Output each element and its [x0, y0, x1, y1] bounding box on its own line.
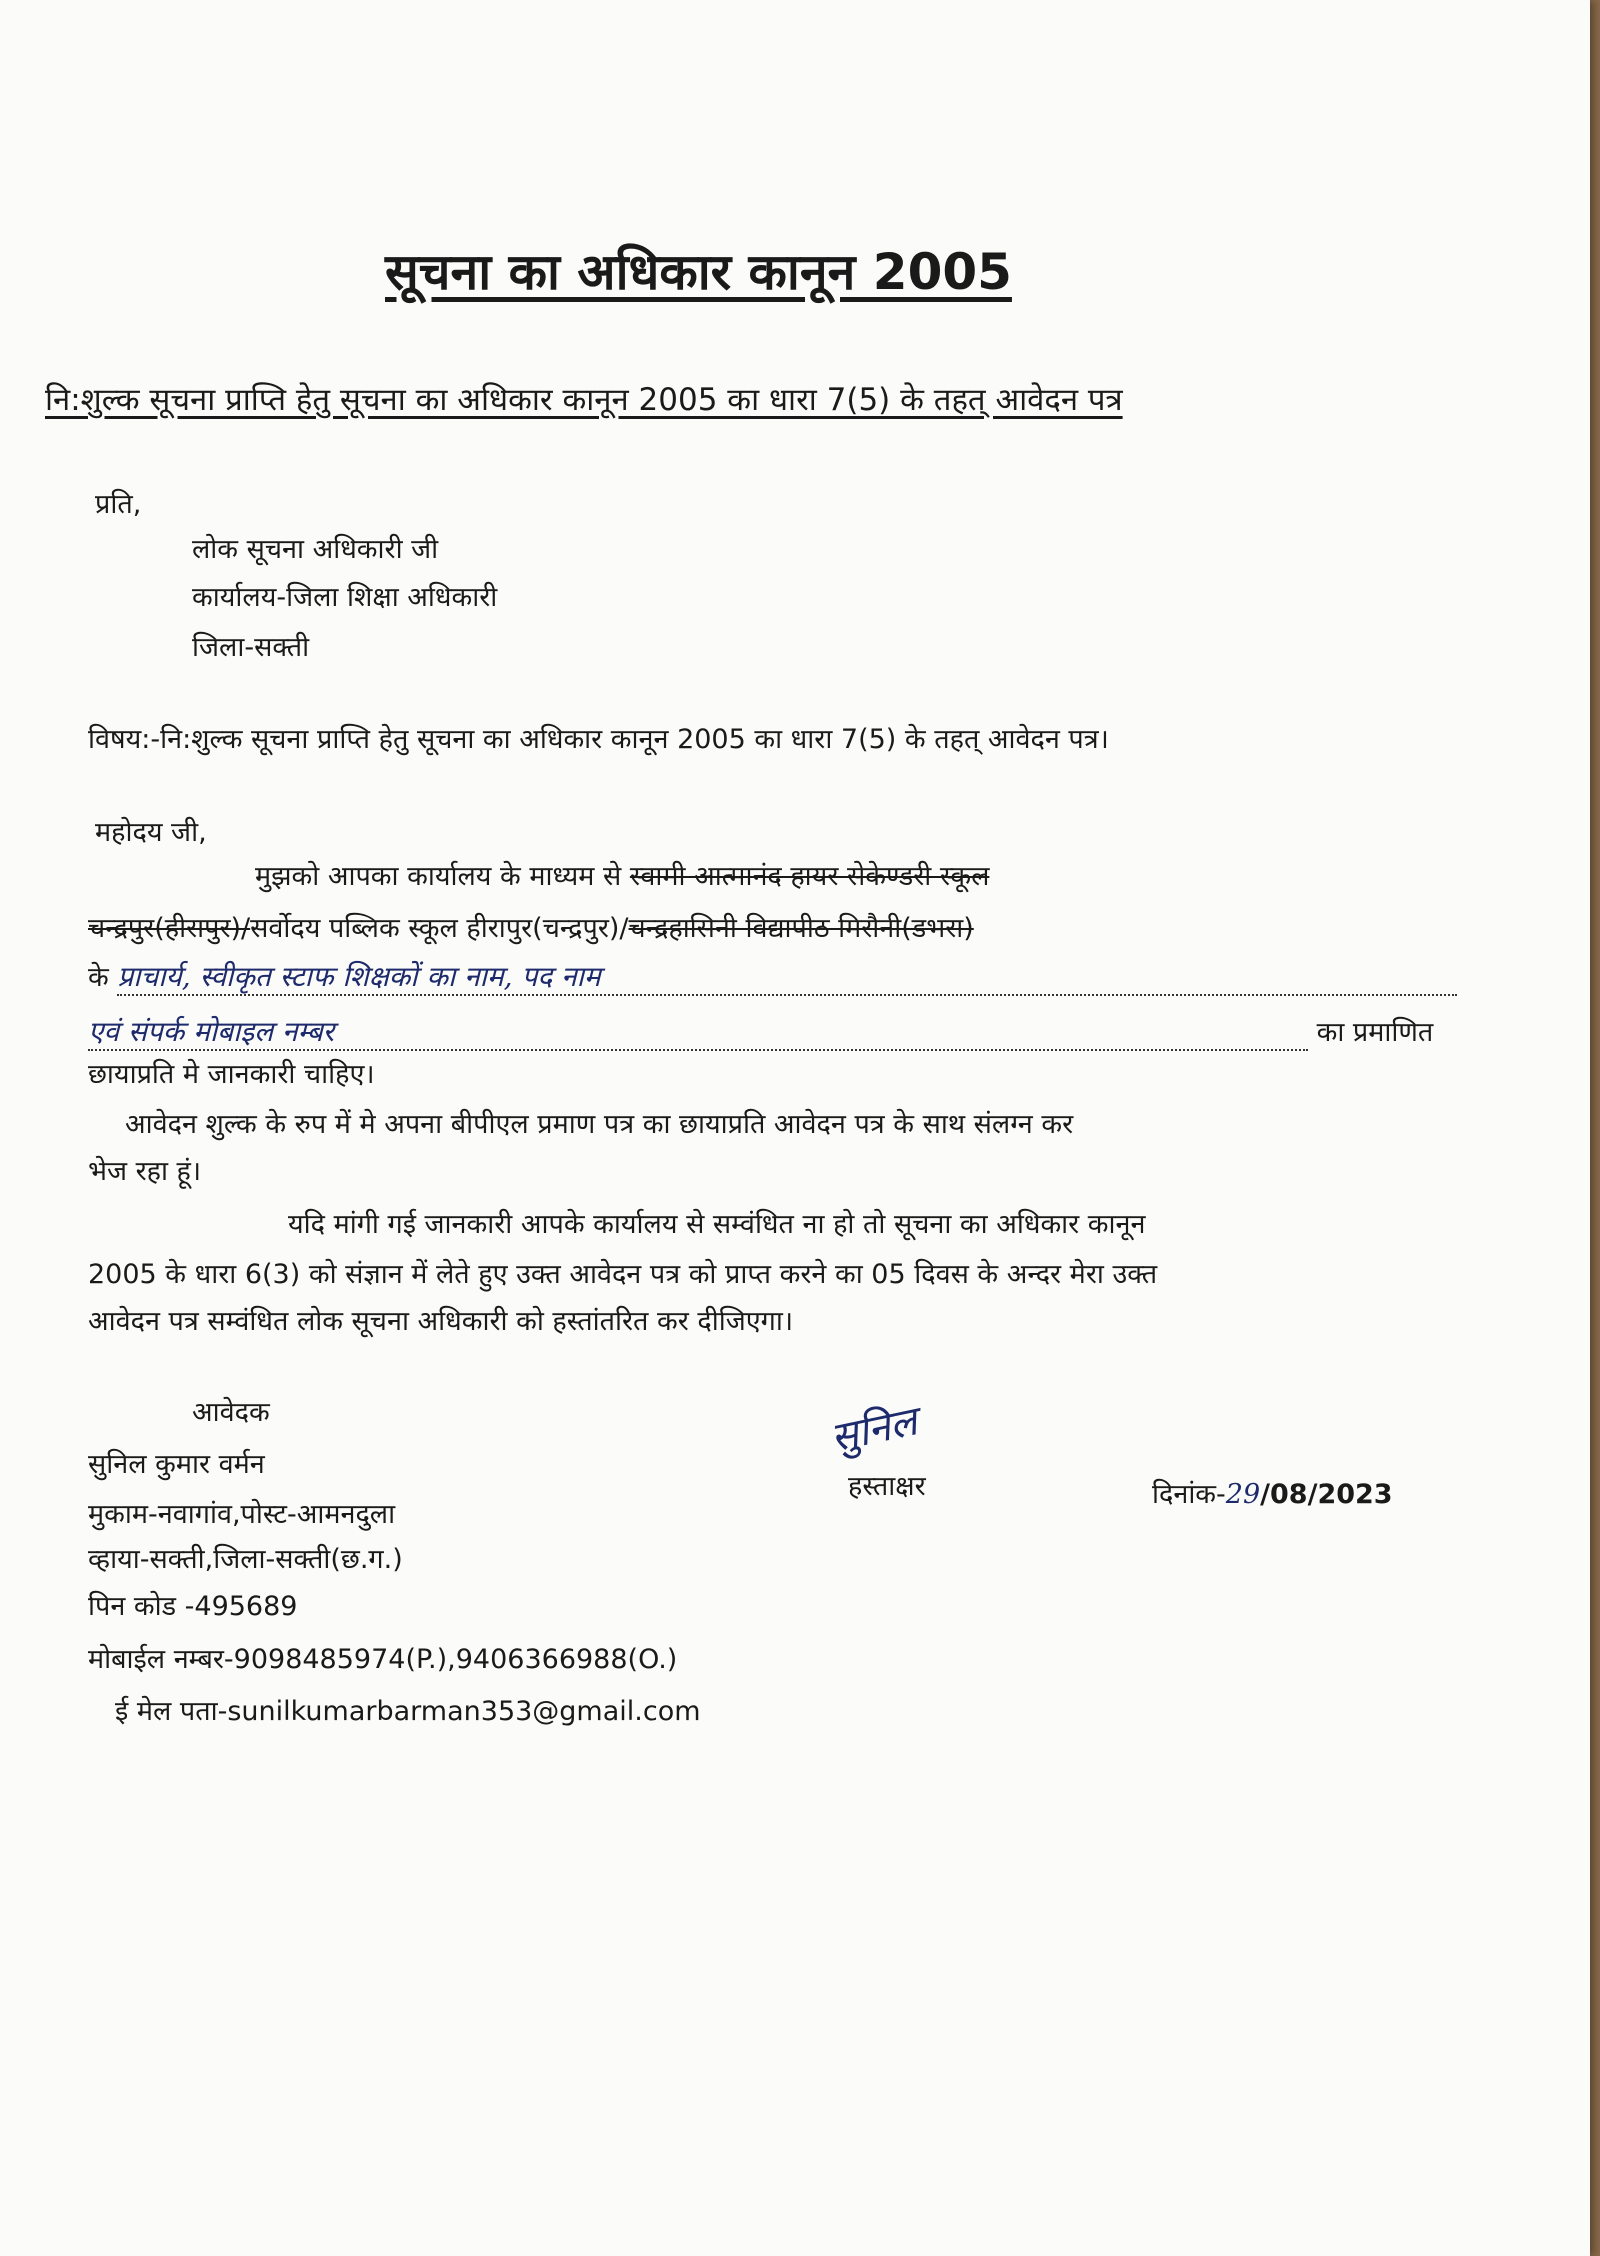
body-text: का प्रमाणित [1316, 1017, 1434, 1048]
document-title: सूचना का अधिकार कानून 2005 [385, 243, 1012, 301]
body-line [88, 960, 1457, 996]
subject-line: विषय:-नि:शुल्क सूचना प्राप्ति हेतु सूचना का अधिकार कानून 2005 का धारा 7(5) के तहत् आवेदन पत्र। [88, 724, 1109, 755]
document-subtitle: नि:शुल्क सूचना प्राप्ति हेतु सूचना का अधिकार कानून 2005 का धारा 7(5) के तहत् आवेदन पत्र [45, 382, 1123, 418]
applicant-mobile: मोबाईल नम्बर-9098485974(P.),9406366988(O.) [88, 1644, 678, 1675]
body-line [88, 912, 974, 946]
recipient-line: कार्यालय-जिला शिक्षा अधिकारी [192, 582, 498, 613]
date-value: /08/2023 [1260, 1479, 1393, 1510]
body-line: भेज रहा हूं। [88, 1156, 202, 1187]
handwritten-signature: सुनिल [826, 1398, 922, 1462]
struck-text: चन्द्रपुर(हीरापुर)/ [88, 913, 251, 944]
applicant-pin: पिन कोड -495689 [88, 1591, 298, 1622]
handwritten-fill: प्राचार्य, स्वीकृत स्टाफ शिक्षकों का नाम, पद नाम [117, 960, 1457, 996]
applicant-email: ई मेल पता-sunilkumarbarman353@gmail.com [115, 1696, 701, 1727]
applicant-name: सुनिल कुमार वर्मन [88, 1449, 265, 1480]
date [1152, 1478, 1393, 1512]
recipient-line: जिला-सक्ती [192, 632, 310, 663]
struck-text: स्वामी आत्मानंद हायर सेकेण्डरी स्कूल [629, 861, 990, 892]
body-line: आवेदन पत्र सम्वंधित लोक सूचना अधिकारी को हस्तांतरित कर दीजिएगा। [88, 1306, 794, 1337]
recipient-line: लोक सूचना अधिकारी जी [192, 534, 439, 565]
body-line [255, 860, 989, 894]
body-text: के [88, 962, 109, 993]
body-line: छायाप्रति मे जानकारी चाहिए। [88, 1059, 375, 1090]
body-line [88, 1015, 1433, 1051]
struck-text: चन्द्रहासिनी विद्यापीठ मिरौनी(डभरा) [628, 913, 974, 944]
body-line: आवेदन शुल्क के रुप में मे अपना बीपीएल प्रमाण पत्र का छायाप्रति आवेदन पत्र के साथ संलग्न कर [125, 1109, 1074, 1140]
body-line: 2005 के धारा 6(3) को संज्ञान में लेते हुए उक्त आवेदन पत्र को प्राप्त करने का 05 दिवस के अन्दर मेरा उक्त [88, 1259, 1158, 1290]
applicant-address: व्हाया-सक्ती,जिला-सक्ती(छ.ग.) [88, 1544, 403, 1575]
signature-label: हस्ताक्षर [848, 1471, 926, 1502]
date-day-handwritten: 29 [1225, 1479, 1261, 1510]
date-label: दिनांक- [1152, 1479, 1226, 1510]
body-text: मुझको आपका कार्यालय के माध्यम से [255, 861, 622, 892]
recipient-prefix: प्रति, [95, 489, 142, 520]
applicant-address: मुकाम-नवागांव,पोस्ट-आमनदुला [88, 1499, 396, 1530]
body-line: यदि मांगी गई जानकारी आपके कार्यालय से सम्वंधित ना हो तो सूचना का अधिकार कानून [288, 1209, 1146, 1240]
applicant-label: आवेदक [192, 1397, 270, 1428]
school-name: सर्वोदय पब्लिक स्कूल हीरापुर(चन्द्रपुर)/ [250, 913, 629, 944]
salutation: महोदय जी, [95, 817, 207, 848]
handwritten-fill: एवं संपर्क मोबाइल नम्बर [88, 1015, 1308, 1051]
